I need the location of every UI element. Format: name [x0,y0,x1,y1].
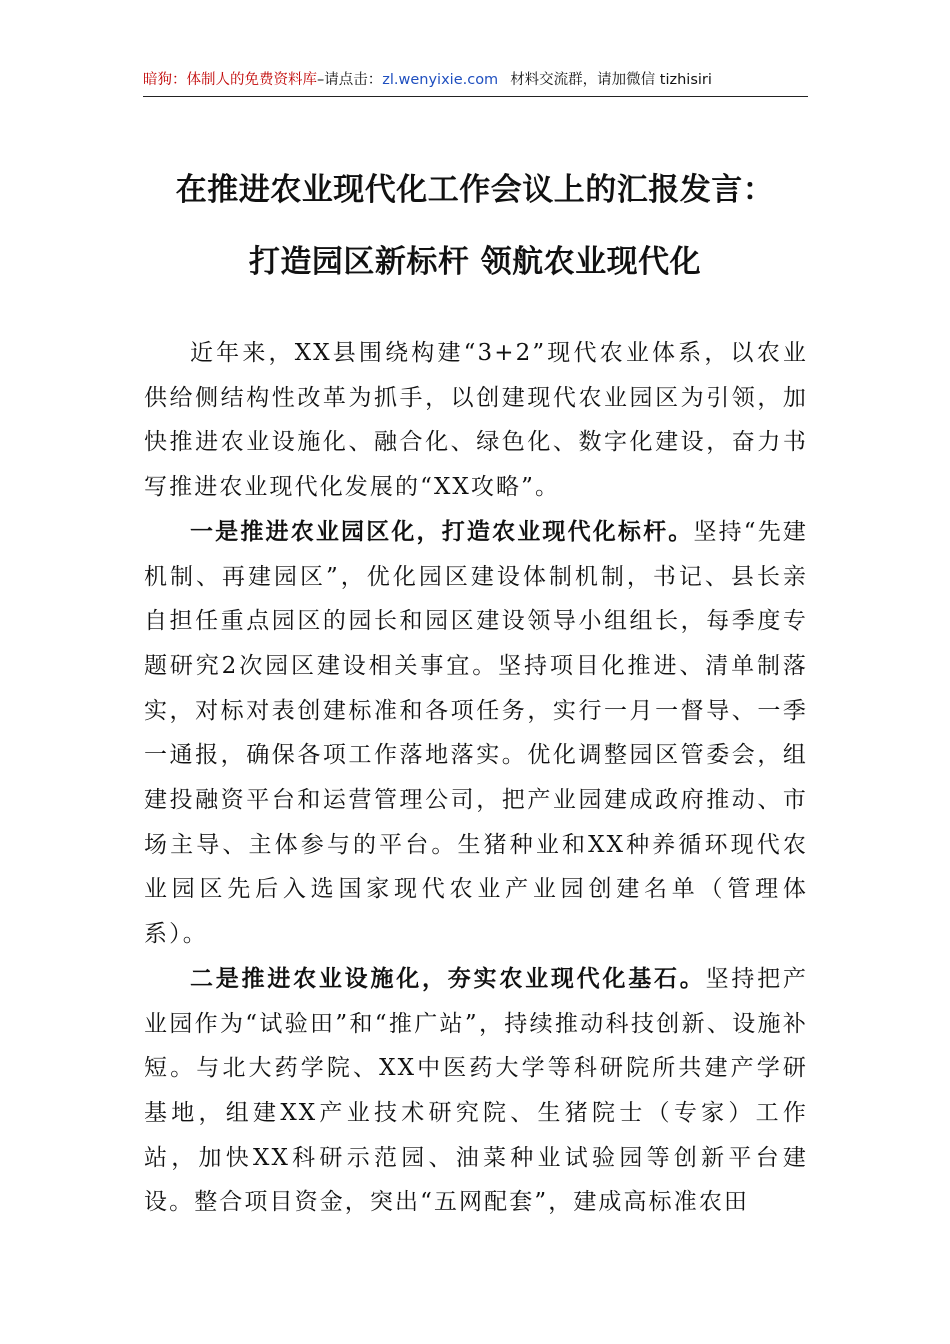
header-brand: 暗狗：体制人的免费资料库 [143,72,317,88]
paragraph-point-2 [144,957,808,1225]
document-body [144,331,808,1225]
paragraph-intro [144,331,808,510]
site-header-banner [143,66,808,97]
paragraph-text: 近年来，XX县围绕构建“3+2”现代农业体系，以农业供给侧结构性改革为抓手，以创建现代农业园区为引领，加快推进农业设施化、融合化、绿色化、数字化建设，奋力书写推进农业现代化发展的“XX攻略”。 [144,340,808,501]
header-link[interactable]: zl.wenyixie.com [382,72,499,88]
paragraph-lead: 一是推进农业园区化，打造农业现代化标杆。 [190,517,694,545]
header-click-prompt: –请点击： [317,72,383,88]
paragraph-lead: 二是推进农业设施化，夯实农业现代化基石。 [190,964,706,992]
paragraph-text: 坚持“先建机制、再建园区”，优化园区建设体制机制，书记、县长亲自担任重点园区的园长和园区建设领导小组组长，每季度专题研究2次园区建设相关事宜。坚持项目化推进、清单制落实，对标对表创建标准和各项任务，实行一月一督导、一季一通报，确保各项工作落地落实。优化调整园区管委会，组建投融资平台和运营管理公司，把产业园建成政府推动、市场主导、主体参与的平台。生猪种业和XX种养循环现代农业园区先后入选国家现代农业产业园创建名单（管理体系）。 [144,518,809,948]
header-wechat-note: 材料交流群，请加微信 tizhisiri [510,72,712,88]
paragraph-text: 坚持把产业园作为“试验田”和“推广站”，持续推动科技创新、设施补短。与北大药学院、XX中医药大学等科研院所共建产学研基地，组建XX产业技术研究院、生猪院士（专家）工作站，加快XX科研示范园、油菜种业试验园等创新平台建设。整合项目资金，突出“五网配套”，建成高标准农田 [144,965,808,1216]
document-title-line-1: 在推进农业现代化工作会议上的汇报发言： [175,172,775,208]
document-title-line-2: 打造园区新标杆 领航农业现代化 [248,244,702,280]
paragraph-point-1 [144,510,808,957]
